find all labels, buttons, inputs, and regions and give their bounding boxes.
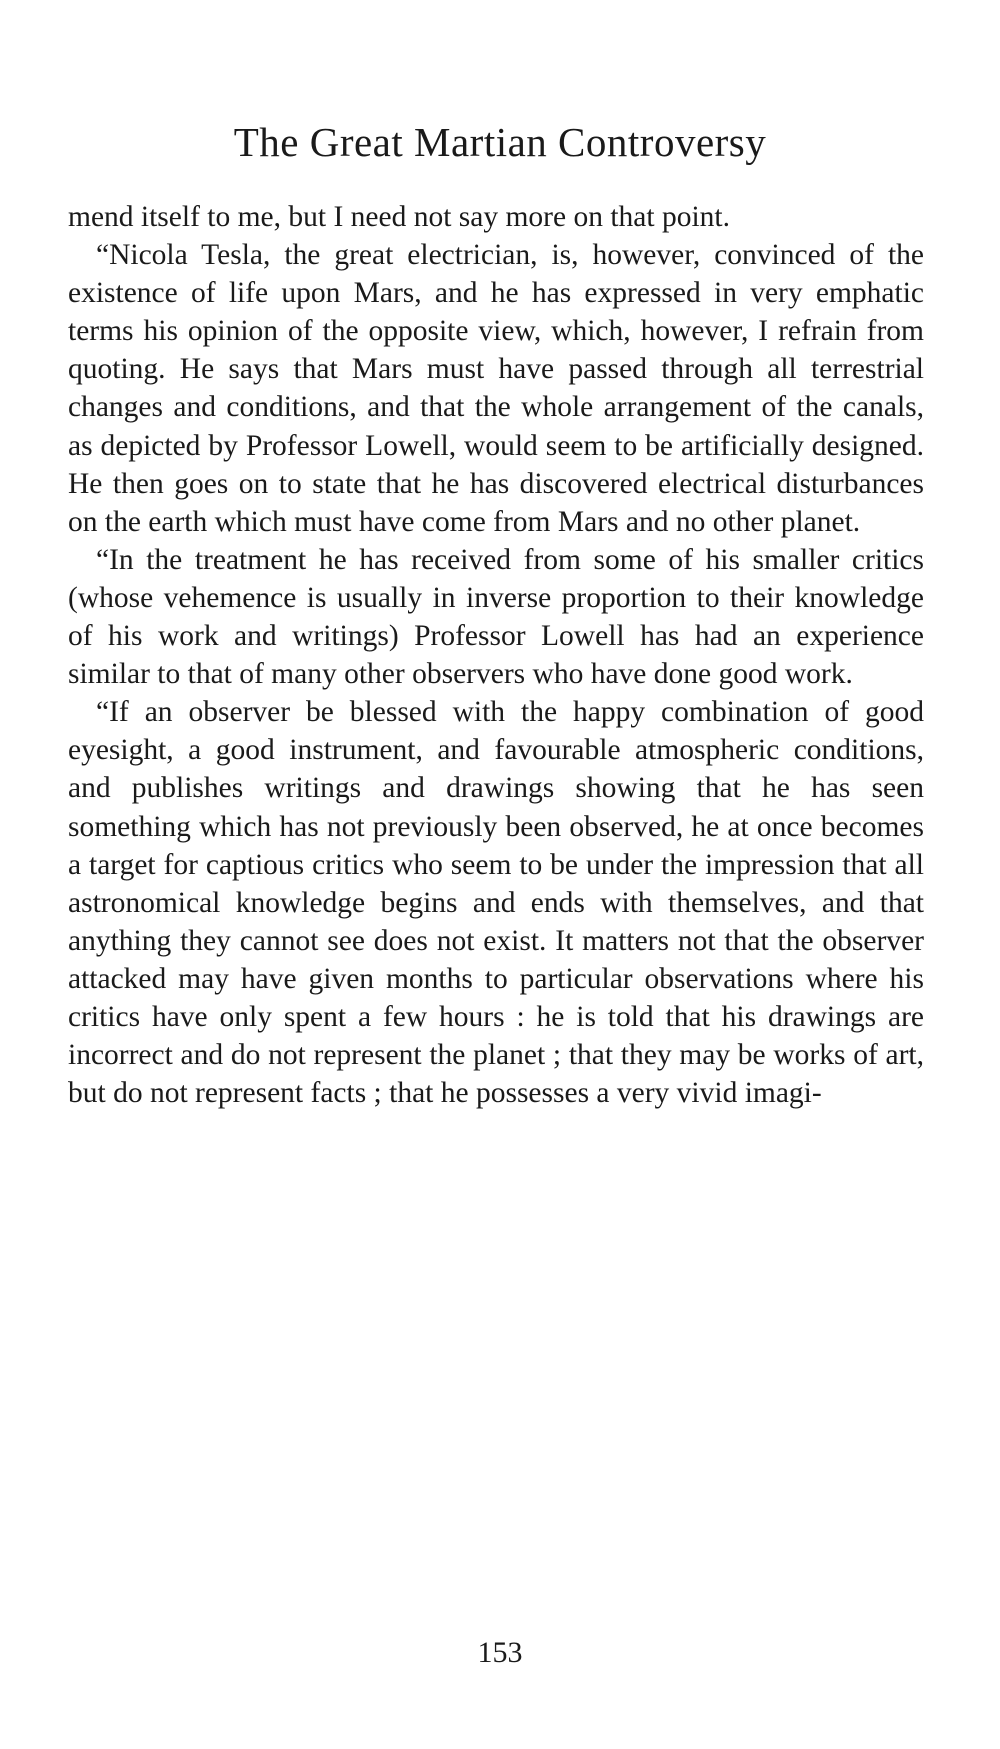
paragraph-critics: “In the treatment he has received from some of his smaller critics (whose vehemence is usually in inverse proportion to their knowledge of his work and writings) Professor Lowell has had an experience similar to that of many other observers who have done good work. bbox=[68, 543, 924, 691]
running-head: The Great Martian Controversy bbox=[233, 119, 767, 165]
paragraph-continuation: mend itself to me, but I need not say more on that point. bbox=[68, 201, 730, 233]
paragraph-tesla: “Nicola Tesla, the great electrician, is, however, convinced of the existence of life upon Mars, and he has expressed in very emphatic terms his opinion of the opposite view, which, however, I refrain from quoting. He says that Mars must have passed through all terrestrial changes and conditions, and that the whole arrangement of the canals, as depicted by Professor Lowell, would seem to be artificially designed. He then goes on to state that he has discovered electrical disturbances on the earth which must have come from Mars and no other planet. bbox=[68, 239, 924, 538]
paragraph-observer: “If an observer be blessed with the happy combination of good eyesight, a good instrument, and favourable atmospheric conditions, and publishes writings and drawings showing that he has seen something which has not previously been observed, he at once becomes a target for captious critics who seem to be under the impression that all astronomical knowledge begins and ends with themselves, and that anything they cannot see does not exist. It matters not that the observer attacked may have given months to particular observations where his critics have only spent a few hours : he is told that his drawings are incorrect and do not represent the planet ; that they may be works of art, but do not represent facts ; that he possesses a very vivid imagi- bbox=[68, 696, 924, 1110]
body-text bbox=[68, 198, 924, 1112]
page-number: 153 bbox=[477, 1636, 523, 1669]
